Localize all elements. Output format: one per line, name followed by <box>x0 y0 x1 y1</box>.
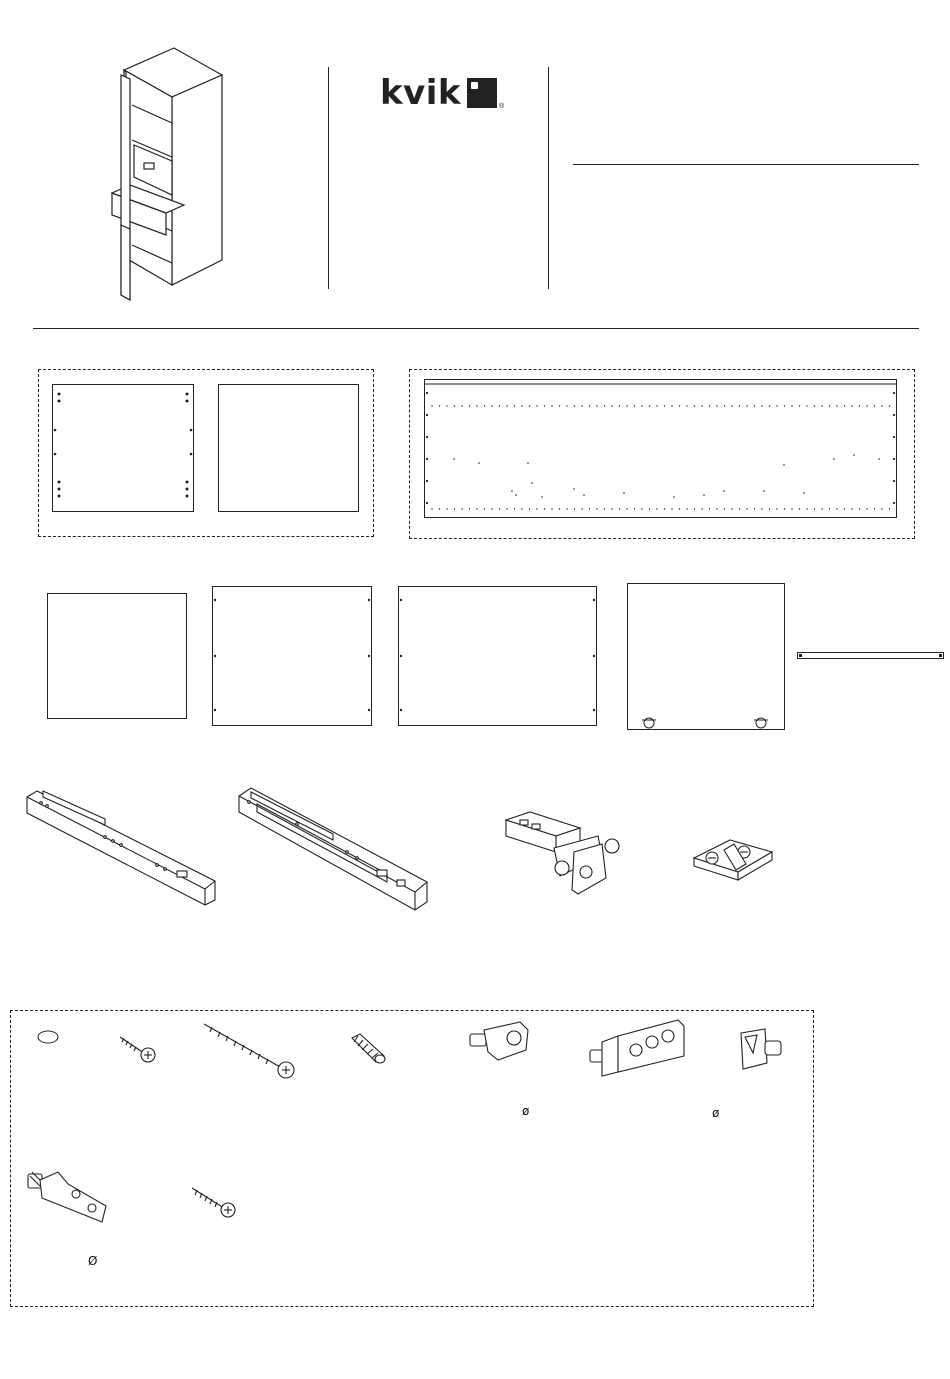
back-panel-hole <box>431 405 432 406</box>
back-panel-hole <box>611 508 612 509</box>
back-panel-hole <box>673 496 675 498</box>
back-panel-hole <box>833 458 835 460</box>
shelf-panel-1-holes <box>212 586 372 726</box>
header-divider-right <box>548 67 549 289</box>
back-panel-hole <box>851 405 852 406</box>
back-panel-hole <box>634 405 635 406</box>
back-panel-hole <box>536 405 537 406</box>
back-panel-hole <box>551 508 552 509</box>
back-panel-hole <box>574 508 575 509</box>
back-panel-hole <box>604 508 605 509</box>
back-panel-hole <box>814 405 815 406</box>
back-panel-hole <box>716 508 717 509</box>
wooden-dowel-icon <box>36 1030 60 1046</box>
back-panel-hole <box>664 405 665 406</box>
back-panel-hole <box>426 436 428 438</box>
back-panel-hole <box>853 454 855 456</box>
back-panel-hole <box>761 405 762 406</box>
back-panel-hole <box>476 405 477 406</box>
back-panel-hole <box>799 405 800 406</box>
back-panel-hole <box>446 508 447 509</box>
back-panel-hole <box>461 508 462 509</box>
angle-bracket-icon <box>26 1166 110 1226</box>
back-panel-hole <box>634 508 635 509</box>
back-panel-hole <box>544 508 545 509</box>
back-panel-hole <box>784 405 785 406</box>
back-panel-hole <box>656 508 657 509</box>
back-panel-hole <box>686 405 687 406</box>
back-panel-hole <box>746 405 747 406</box>
expansion-plug-icon <box>348 1032 388 1068</box>
back-panel-hole <box>604 405 605 406</box>
header-bottom-rule <box>33 328 919 329</box>
back-panel-hole <box>446 405 447 406</box>
back-panel-hole <box>551 405 552 406</box>
back-panel-hole <box>541 496 543 498</box>
back-panel-hole <box>851 508 852 509</box>
cam-lock-icons <box>627 583 785 730</box>
back-panel-hole <box>426 392 428 394</box>
back-panel-hole <box>829 405 830 406</box>
back-panel-hole <box>893 392 895 394</box>
back-panel-hole <box>649 508 650 509</box>
back-panel-hole <box>589 405 590 406</box>
back-panel-hole <box>671 508 672 509</box>
back-panel-hole <box>426 458 428 460</box>
back-panel-hole <box>893 480 895 482</box>
back-panel-hole <box>596 508 597 509</box>
back-panel-hole <box>844 405 845 406</box>
back-panel-hole <box>426 502 428 504</box>
back-panel-hole <box>878 458 880 460</box>
back-panel-hole <box>866 508 867 509</box>
back-panel-hole <box>566 405 567 406</box>
back-panel-hole <box>763 490 765 492</box>
back-panel-hole <box>623 492 625 494</box>
back-panel-hole <box>679 405 680 406</box>
back-panel-hole <box>776 508 777 509</box>
back-panel-hole <box>506 508 507 509</box>
back-panel-hole <box>536 508 537 509</box>
back-panel-hole <box>671 405 672 406</box>
shelf-pin-diameter: ø <box>522 1104 530 1118</box>
back-panel-hole <box>574 405 575 406</box>
back-panel-hole <box>527 462 529 464</box>
back-panel-hole <box>454 508 455 509</box>
back-panel-hole <box>859 508 860 509</box>
side-panel-plain <box>218 384 359 512</box>
back-panel-hole <box>566 508 567 509</box>
back-panel-hole <box>583 494 585 496</box>
back-panel-hole <box>484 508 485 509</box>
wall-bracket-icon <box>588 1018 688 1078</box>
back-panel-hole <box>426 480 428 482</box>
back-panel-hole <box>783 464 785 466</box>
back-panel-hole <box>426 414 428 416</box>
small-screw-icon <box>190 1186 240 1222</box>
back-panel-hole <box>709 405 710 406</box>
back-panel-hole <box>776 405 777 406</box>
back-panel-hole <box>589 508 590 509</box>
back-panel-hole <box>531 482 533 484</box>
back-panel-hole <box>514 405 515 406</box>
back-panel-hole <box>806 508 807 509</box>
back-panel-hole <box>799 508 800 509</box>
back-panel-hole <box>829 508 830 509</box>
back-panel-hole <box>664 508 665 509</box>
back-panel-hole <box>439 405 440 406</box>
back-panel-hole <box>866 405 867 406</box>
back-panel-hole <box>626 405 627 406</box>
back-panel-hole <box>836 405 837 406</box>
back-panel-hole <box>499 405 500 406</box>
back-panel-hole <box>703 494 705 496</box>
header-title-underline <box>573 164 919 165</box>
back-panel-hole <box>874 508 875 509</box>
back-panel-hole <box>694 405 695 406</box>
tall-cabinet-illustration <box>104 45 234 305</box>
hinge-mounting-plate-icon <box>690 828 780 888</box>
back-panel-hole <box>619 508 620 509</box>
back-panel-hole <box>769 508 770 509</box>
short-screw-icon <box>118 1035 158 1065</box>
back-panel-hole <box>529 405 530 406</box>
back-panel-hole <box>836 508 837 509</box>
registered-mark: ® <box>499 103 505 110</box>
back-panel-hole <box>874 405 875 406</box>
back-panel-hole <box>754 508 755 509</box>
back-panel-hole <box>491 405 492 406</box>
back-panel-hole <box>511 490 513 492</box>
back-panel-hole <box>469 405 470 406</box>
back-panel-hole <box>784 508 785 509</box>
back-panel-hole <box>881 508 882 509</box>
back-panel-hole <box>716 405 717 406</box>
back-panel-hole <box>724 508 725 509</box>
back-panel-hole <box>803 492 805 494</box>
back-panel-hole <box>791 405 792 406</box>
back-panel-hole <box>656 405 657 406</box>
drawer-runner-icon-right <box>237 782 432 912</box>
back-panel-hole <box>559 508 560 509</box>
back-panel-hole <box>739 405 740 406</box>
back-panel-hole <box>791 508 792 509</box>
back-panel-hole <box>476 508 477 509</box>
back-panel-hole <box>679 508 680 509</box>
back-panel-hole <box>821 405 822 406</box>
back-panel-hole <box>499 508 500 509</box>
back-panel-hole <box>514 508 515 509</box>
rail-strip <box>797 652 945 660</box>
back-panel-hole <box>529 508 530 509</box>
back-panel-hole <box>821 508 822 509</box>
back-panel-hole <box>761 508 762 509</box>
back-panel-hole <box>641 508 642 509</box>
back-panel-hole <box>731 508 732 509</box>
back-panel-hole <box>731 405 732 406</box>
back-panel-hole <box>619 405 620 406</box>
back-panel-hole <box>491 508 492 509</box>
back-panel-hole <box>581 405 582 406</box>
back-panel-hole <box>889 508 890 509</box>
back-panel-hole <box>544 405 545 406</box>
top-panel <box>47 593 187 719</box>
back-panel-hole <box>889 405 890 406</box>
back-panel-hole <box>746 508 747 509</box>
back-panel-hole <box>581 508 582 509</box>
back-panel-hole <box>806 405 807 406</box>
side-panel-holes <box>52 384 194 512</box>
back-panel-hole <box>515 494 517 496</box>
back-panel-hole <box>701 405 702 406</box>
back-panel-hole <box>723 490 725 492</box>
back-panel-hole <box>641 405 642 406</box>
back-panel-hole <box>859 405 860 406</box>
back-panel-hole <box>893 436 895 438</box>
back-panel-hole <box>596 405 597 406</box>
shelf-clip-icon <box>735 1025 785 1071</box>
brand-name: kvik <box>380 73 462 113</box>
back-panel-hole <box>701 508 702 509</box>
shelf-support-pin-icon <box>468 1020 532 1064</box>
back-panel-hole <box>893 502 895 504</box>
back-panel-hole <box>559 405 560 406</box>
back-panel-hole <box>461 405 462 406</box>
bracket-diameter: Ø <box>88 1254 98 1268</box>
back-panel-hole <box>478 462 480 464</box>
back-panel-hole <box>769 405 770 406</box>
back-panel-hole <box>611 405 612 406</box>
shelf-panel-2-holes <box>398 586 597 726</box>
back-panel-hole <box>754 405 755 406</box>
brand-logo <box>380 73 505 113</box>
back-panel-hole <box>439 508 440 509</box>
back-panel-hole <box>686 508 687 509</box>
back-panel-hole <box>709 508 710 509</box>
back-panel-holes <box>424 379 897 518</box>
back-panel-hole <box>453 458 455 460</box>
back-panel-hole <box>521 508 522 509</box>
brand-square-icon <box>467 78 497 108</box>
back-panel-hole <box>694 508 695 509</box>
header-divider-left <box>328 67 329 289</box>
drawer-runner-icon <box>25 785 220 910</box>
back-panel-hole <box>893 414 895 416</box>
back-panel-hole <box>521 405 522 406</box>
back-panel-hole <box>739 508 740 509</box>
back-panel-hole <box>814 508 815 509</box>
concealed-hinge-icon <box>502 808 627 898</box>
back-panel-hole <box>893 458 895 460</box>
clip-diameter: ø <box>712 1106 720 1120</box>
back-panel-hole <box>431 508 432 509</box>
long-screw-icon <box>202 1022 298 1082</box>
back-panel-hole <box>484 405 485 406</box>
back-panel-hole <box>469 508 470 509</box>
back-panel-hole <box>506 405 507 406</box>
back-panel-hole <box>649 405 650 406</box>
back-panel-hole <box>454 405 455 406</box>
back-panel-hole <box>881 405 882 406</box>
back-panel-hole <box>724 405 725 406</box>
back-panel-hole <box>573 488 575 490</box>
back-panel-hole <box>844 508 845 509</box>
back-panel-hole <box>626 508 627 509</box>
